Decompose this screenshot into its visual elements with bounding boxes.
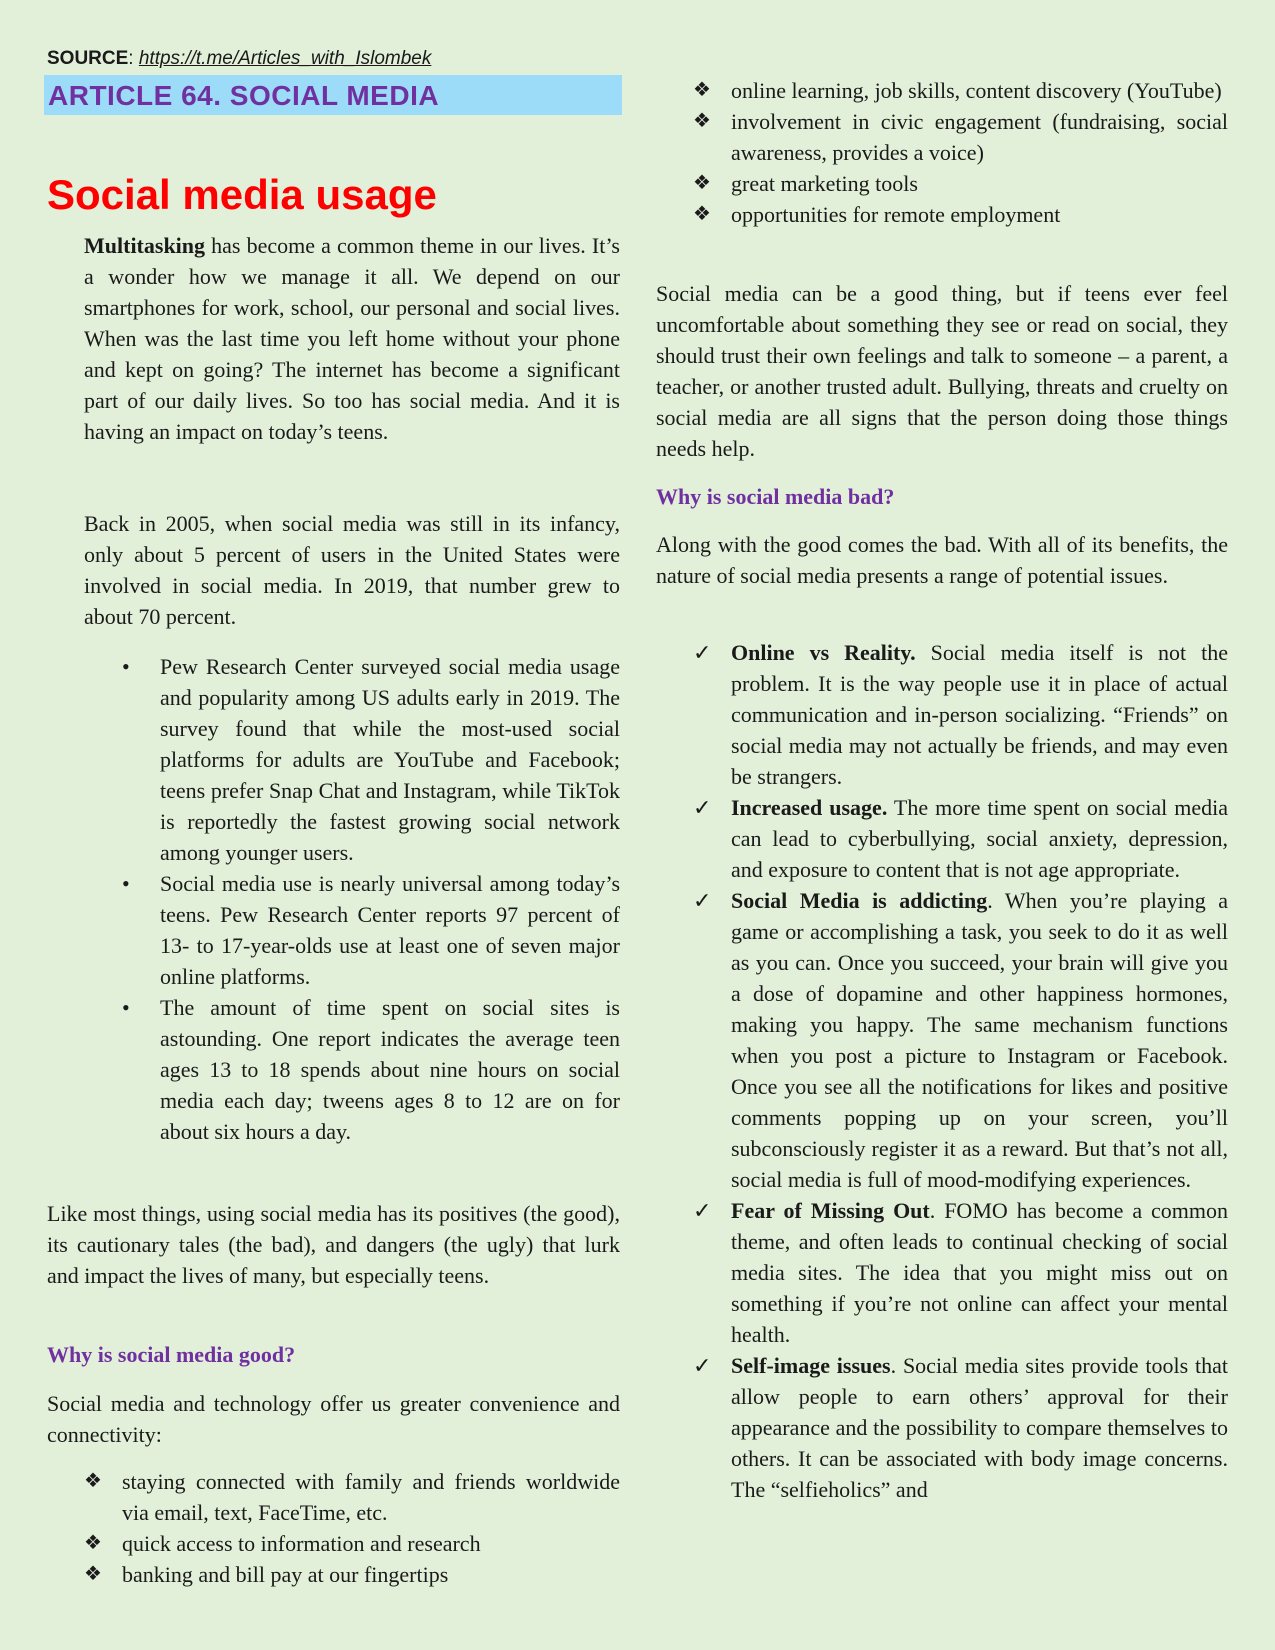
list-item: ❖ banking and bill pay at our fingertips [122, 1559, 620, 1590]
list-item: • Social media use is nearly universal among today’s teens. Pew Research Center reports 97 percent of 13- to 17-year-olds use at least one of seven major online platforms. [160, 868, 620, 992]
main-title: Social media usage [47, 171, 437, 218]
diamond-bullet-icon: ❖ [693, 203, 711, 225]
checkmark-icon: ✓ [693, 1198, 712, 1223]
source-link[interactable]: https://t.me/Articles_with_Islombek [138, 48, 432, 69]
diamond-bullet-icon: ❖ [84, 1532, 102, 1554]
list-item: ❖ quick access to information and research [122, 1528, 620, 1559]
list-item: • The amount of time spent on social sites is astounding. One report indicates the average teen ages 13 to 18 spends about nine hours on social media each day; tweens ages 8 to 12 are on for about six hours a day. [160, 992, 620, 1147]
intro-paragraph [84, 230, 620, 447]
heading-bad: Why is social media bad? [656, 484, 895, 509]
list-item: ❖ involvement in civic engagement (fundraising, social awareness, provides a voice) [731, 106, 1228, 168]
diamond-bullet-icon: ❖ [693, 110, 711, 132]
positives-paragraph: Like most things, using social media has its positives (the good), its cautionary tales (the bad), and dangers (the ugly) that lurk and impact the lives of many, but especially teens. [47, 1201, 620, 1288]
list-item: ❖ great marketing tools [731, 168, 1228, 199]
diamond-bullet-icon: ❖ [693, 172, 711, 194]
checkmark-icon: ✓ [693, 795, 712, 820]
bullet-icon: • [122, 995, 130, 1020]
list-item: • Pew Research Center surveyed social media usage and popularity among US adults early in 2019. The survey found that while the most-used social platforms for adults are YouTube and Facebook; teens prefer Snap Chat and Instagram, while TikTok is reportedly the fastest growing social network among younger users. [160, 651, 620, 868]
list-item: ❖ opportunities for remote employment [731, 199, 1228, 230]
checkmark-icon: ✓ [693, 1353, 712, 1378]
good-intro-paragraph: Social media and technology offer us greater convenience and connectivity: [47, 1391, 620, 1447]
heading-good: Why is social media good? [47, 1342, 296, 1367]
source-separator: : [128, 48, 134, 69]
checkmark-icon: ✓ [693, 640, 712, 665]
bullet-icon: • [122, 871, 130, 896]
list-item: ✓ Online vs Reality. Social media itself is not the problem. It is the way people use it in place of actual communication and in-person socializing. “Friends” on social media may not actually be friends, and may even be strangers. [731, 637, 1228, 792]
diamond-bullet-icon: ❖ [84, 1470, 102, 1492]
source-line [47, 48, 431, 70]
issues-list [693, 637, 1229, 1505]
checkmark-icon: ✓ [693, 888, 712, 913]
list-item: ✓ Fear of Missing Out. FOMO has become a common theme, and often leads to continual checking of social media sites. The idea that you might miss out on something if you’re not online can affect your mental health. [731, 1195, 1228, 1350]
bad-intro-paragraph: Along with the good comes the bad. With all of its benefits, the nature of social media presents a range of potential issues. [656, 532, 1228, 588]
diamond-bullet-icon: ❖ [84, 1563, 102, 1585]
stats-list [122, 651, 620, 1147]
list-item: ✓ Social Media is addicting. When you’re playing a game or accomplishing a task, you seek to do it as well as you can. Once you succeed, your brain will give you a dose of dopamine and other happiness hormones, making you happy. The same mechanism functions when you post a picture to Instagram or Facebook. Once you see all the notifications for likes and positive comments popping up on your screen, you’ll subconsciously register it as a reward. But that’s not all, social media is full of mood-modifying experiences. [731, 885, 1228, 1195]
bullet-icon: • [122, 654, 130, 679]
intro-text: has become a common theme in our lives. It’s a wonder how we manage it all. We depend on our smartphones for work, school, our personal and social lives. When was the last time you left home without your phone and kept on going? The internet has become a significant part of our daily lives. So too has social media. And it is having an impact on today’s teens. [84, 233, 620, 444]
intro-bold: Multitasking [84, 233, 206, 258]
good-list [84, 1466, 620, 1590]
list-item: ❖ staying connected with family and friends worldwide via email, text, FaceTime, etc. [122, 1466, 620, 1528]
list-item: ❖ online learning, job skills, content discovery (YouTube) [731, 75, 1228, 106]
history-paragraph: Back in 2005, when social media was still in its infancy, only about 5 percent of users in the United States were involved in social media. In 2019, that number grew to about 70 percent. [84, 511, 620, 629]
article-title: ARTICLE 64. SOCIAL MEDIA [44, 75, 622, 115]
list-item: ✓ Increased usage. The more time spent on social media can lead to cyberbullying, social anxiety, depression, and exposure to content that is not age appropriate. [731, 792, 1228, 885]
diamond-bullet-icon: ❖ [693, 79, 711, 101]
list-item: ✓ Self-image issues. Social media sites provide tools that allow people to earn others’ approval for their appearance and the possibility to compare themselves to others. It can be associated with body image concerns. The “selfieholics” and [731, 1350, 1228, 1505]
source-label: SOURCE [47, 48, 129, 69]
advice-paragraph: Social media can be a good thing, but if teens ever feel uncomfortable about something they see or read on social, they should trust their own feelings and talk to someone – a parent, a teacher, or another trusted adult. Bullying, threats and cruelty on social media are all signs that the person doing those things needs help. [656, 281, 1228, 461]
good-list-continued [693, 75, 1228, 230]
